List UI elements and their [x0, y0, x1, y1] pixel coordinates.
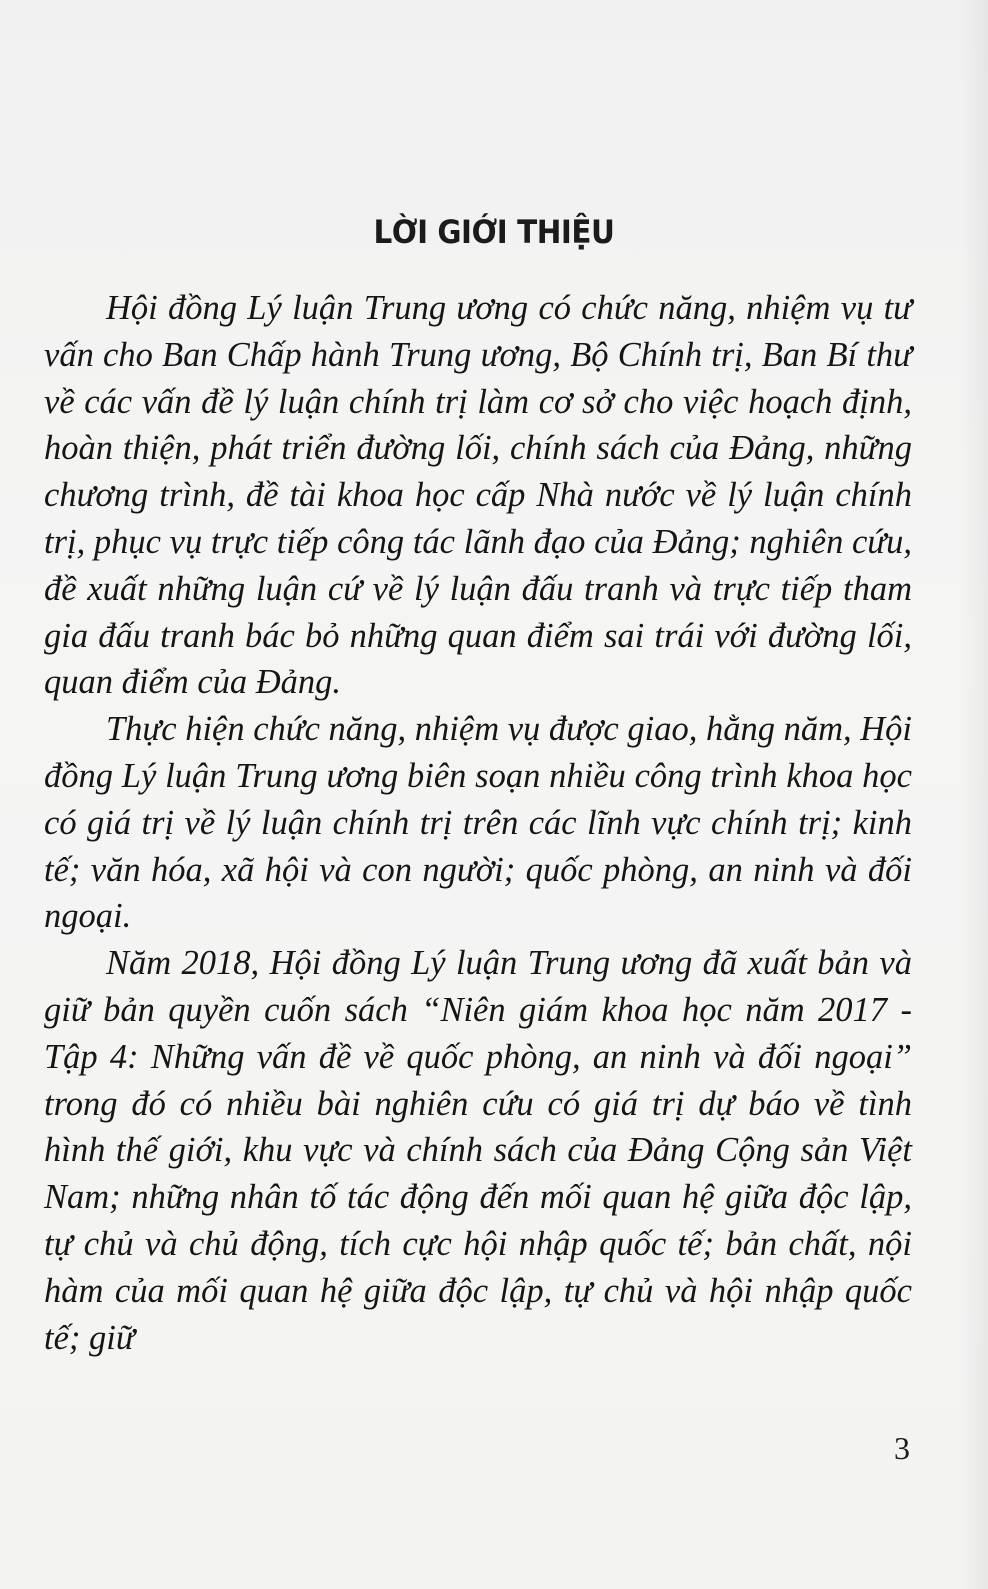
- page-heading: LỜI GIỚI THIỆU: [373, 213, 615, 251]
- body-text: [44, 285, 912, 1361]
- paragraph-1: Hội đồng Lý luận Trung ương có chức năng, nhiệm vụ tư vấn cho Ban Chấp hành Trung ương, Bộ Chính trị, Ban Bí thư về các vấn đề lý luận chính trị làm cơ sở cho việc hoạch định, hoàn thiện, phát triển đường lối, chính sách của Đảng, những chương trình, đề tài khoa học cấp Nhà nước về lý luận chính trị, phục vụ trực tiếp công tác lãnh đạo của Đảng; nghiên cứu, đề xuất những luận cứ về lý luận đấu tranh và trực tiếp tham gia đấu tranh bác bỏ những quan điểm sai trái với đường lối, quan điểm của Đảng.: [44, 289, 912, 702]
- paragraph-2: Thực hiện chức năng, nhiệm vụ được giao, hằng năm, Hội đồng Lý luận Trung ương biên soạn nhiều công trình khoa học có giá trị về lý luận chính trị trên các lĩnh vực chính trị; kinh tế; văn hóa, xã hội và con người; quốc phòng, an ninh và đối ngoại.: [44, 710, 912, 936]
- page-edge-shadow: [960, 0, 988, 1589]
- page-number: 3: [894, 1430, 910, 1466]
- paragraph-3: Năm 2018, Hội đồng Lý luận Trung ương đã xuất bản và giữ bản quyền cuốn sách “Niên giám khoa học năm 2017 - Tập 4: Những vấn đề về quốc phòng, an ninh và đối ngoại” trong đó có nhiều bài nghiên cứu có giá trị dự báo về tình hình thế giới, khu vực và chính sách của Đảng Cộng sản Việt Nam; những nhân tố tác động đến mối quan hệ giữa độc lập, tự chủ và chủ động, tích cực hội nhập quốc tế; bản chất, nội hàm của mối quan hệ giữa độc lập, tự chủ và hội nhập quốc tế; giữ: [44, 944, 912, 1357]
